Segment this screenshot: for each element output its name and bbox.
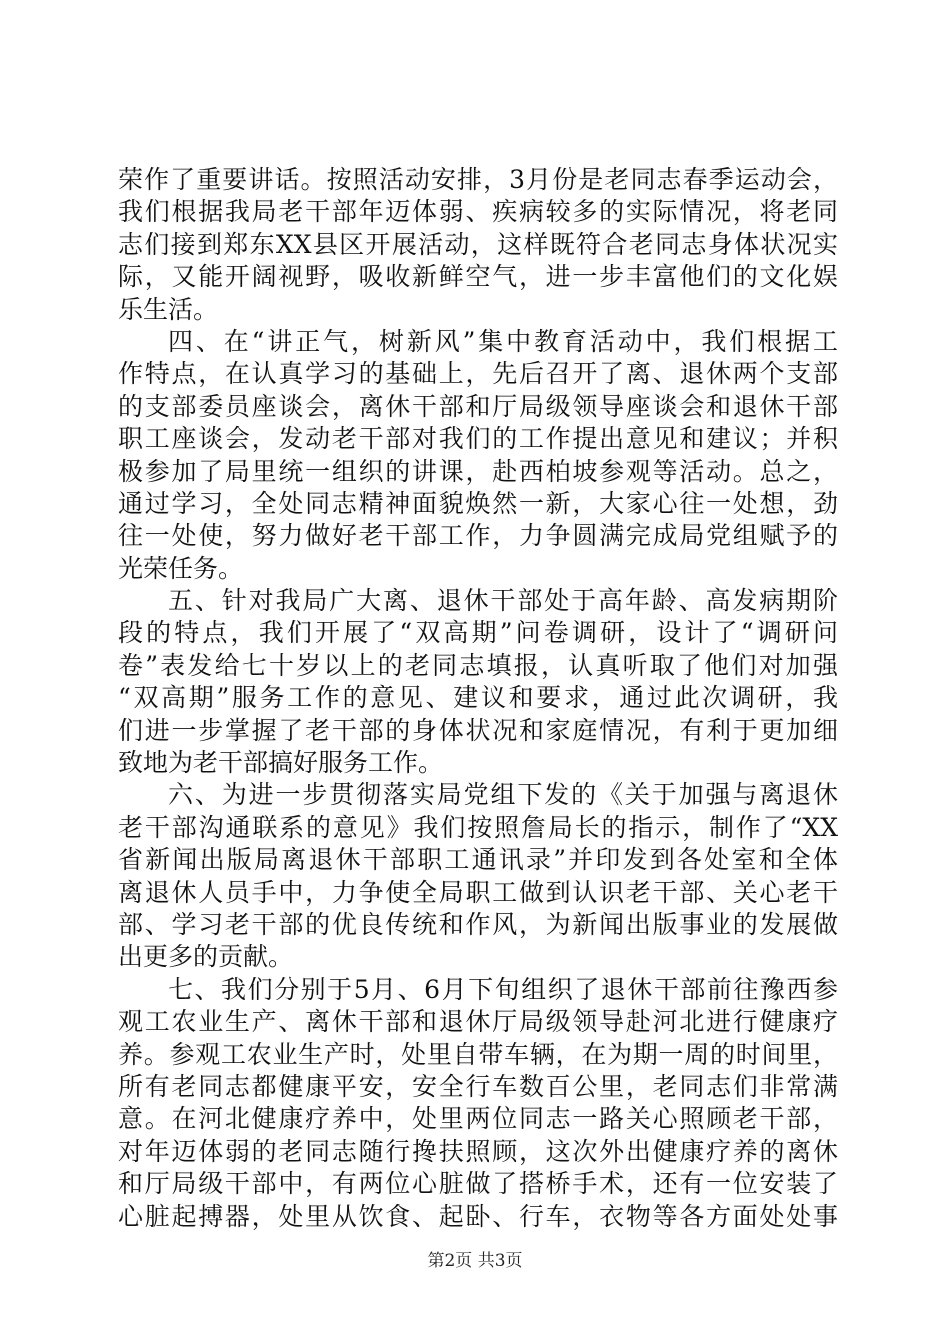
text-line: 光荣任务。: [118, 553, 244, 583]
paragraph-3: [118, 585, 838, 779]
text-line: 作特点，在认真学习的基础上，先后召开了离、退休两个支部: [118, 359, 838, 389]
text-line: 们进一步掌握了老干部的身体状况和家庭情况，有利于更加细: [118, 715, 838, 745]
text-line: 荣作了重要讲话。按照活动安排，3月份是老同志春季运动会，: [118, 165, 838, 194]
paragraph-2: [118, 326, 838, 585]
text-line: 省新闻出版局离退休干部职工通讯录”并印发到各处室和全体: [118, 845, 838, 875]
text-line: 和厅局级干部中，有两位心脏做了搭桥手术，还有一位安装了: [118, 1169, 838, 1199]
text-line: 七、我们分别于5月、6月下旬组织了退休干部前往豫西参: [168, 974, 838, 1004]
text-line: 乐生活。: [118, 294, 219, 324]
text-line: 六、为进一步贯彻落实局党组下发的《关于加强与离退休: [168, 780, 838, 810]
text-line: 志们接到郑东XX县区开展活动，这样既符合老同志身体状况实: [118, 229, 838, 259]
text-line: 心脏起搏器，处里从饮食、起卧、行车，衣物等各方面处处事: [118, 1201, 838, 1231]
text-line: 出更多的贡献。: [118, 942, 294, 972]
text-line: 致地为老干部搞好服务工作。: [118, 748, 444, 778]
text-line: 我们根据我局老干部年迈体弱、疾病较多的实际情况，将老同: [118, 197, 838, 227]
document-body: [118, 164, 838, 1233]
text-line: 际，又能开阔视野，吸收新鲜空气，进一步丰富他们的文化娱: [118, 262, 838, 292]
paragraph-5: [118, 974, 838, 1233]
text-line: 极参加了局里统一组织的讲课，赴西柏坡参观等活动。总之，: [118, 456, 838, 486]
text-line: 养。参观工农业生产时，处里自带车辆，在为期一周的时间里，: [118, 1039, 838, 1069]
text-line: 观工农业生产、离休干部和退休厅局级领导赴河北进行健康疗: [118, 1007, 838, 1037]
text-line: 老干部沟通联系的意见》我们按照詹局长的指示，制作了“XX: [118, 812, 838, 842]
text-line: 段的特点，我们开展了“双高期”问卷调研，设计了“调研问: [118, 618, 838, 648]
text-line: 离退休人员手中，力争使全局职工做到认识老干部、关心老干: [118, 877, 838, 907]
text-line: 职工座谈会，发动老干部对我们的工作提出意见和建议；并积: [118, 424, 838, 454]
paragraph-1: [118, 164, 838, 326]
paragraph-4: [118, 779, 838, 973]
text-line: 的支部委员座谈会，离休干部和厅局级领导座谈会和退休干部: [118, 391, 838, 421]
text-line: 往一处使，努力做好老干部工作，力争圆满完成局党组赋予的: [118, 521, 838, 551]
text-line: 部、学习老干部的优良传统和作风，为新闻出版事业的发展做: [118, 909, 838, 939]
text-line: “双高期”服务工作的意见、建议和要求，通过此次调研，我: [118, 683, 838, 713]
page-footer: 第2页 共3页: [427, 1251, 523, 1271]
text-line: 对年迈体弱的老同志随行搀扶照顾，这次外出健康疗养的离休: [118, 1136, 838, 1166]
text-line: 卷”表发给七十岁以上的老同志填报，认真听取了他们对加强: [118, 650, 838, 680]
text-line: 通过学习，全处同志精神面貌焕然一新，大家心往一处想，劲: [118, 488, 838, 518]
text-line: 意。在河北健康疗养中，处里两位同志一路关心照顾老干部，: [118, 1104, 838, 1134]
text-line: 所有老同志都健康平安，安全行车数百公里，老同志们非常满: [118, 1071, 838, 1101]
text-line: 四、在“讲正气，树新风”集中教育活动中，我们根据工: [168, 326, 838, 356]
text-line: 五、针对我局广大离、退休干部处于高年龄、高发病期阶: [168, 586, 838, 616]
